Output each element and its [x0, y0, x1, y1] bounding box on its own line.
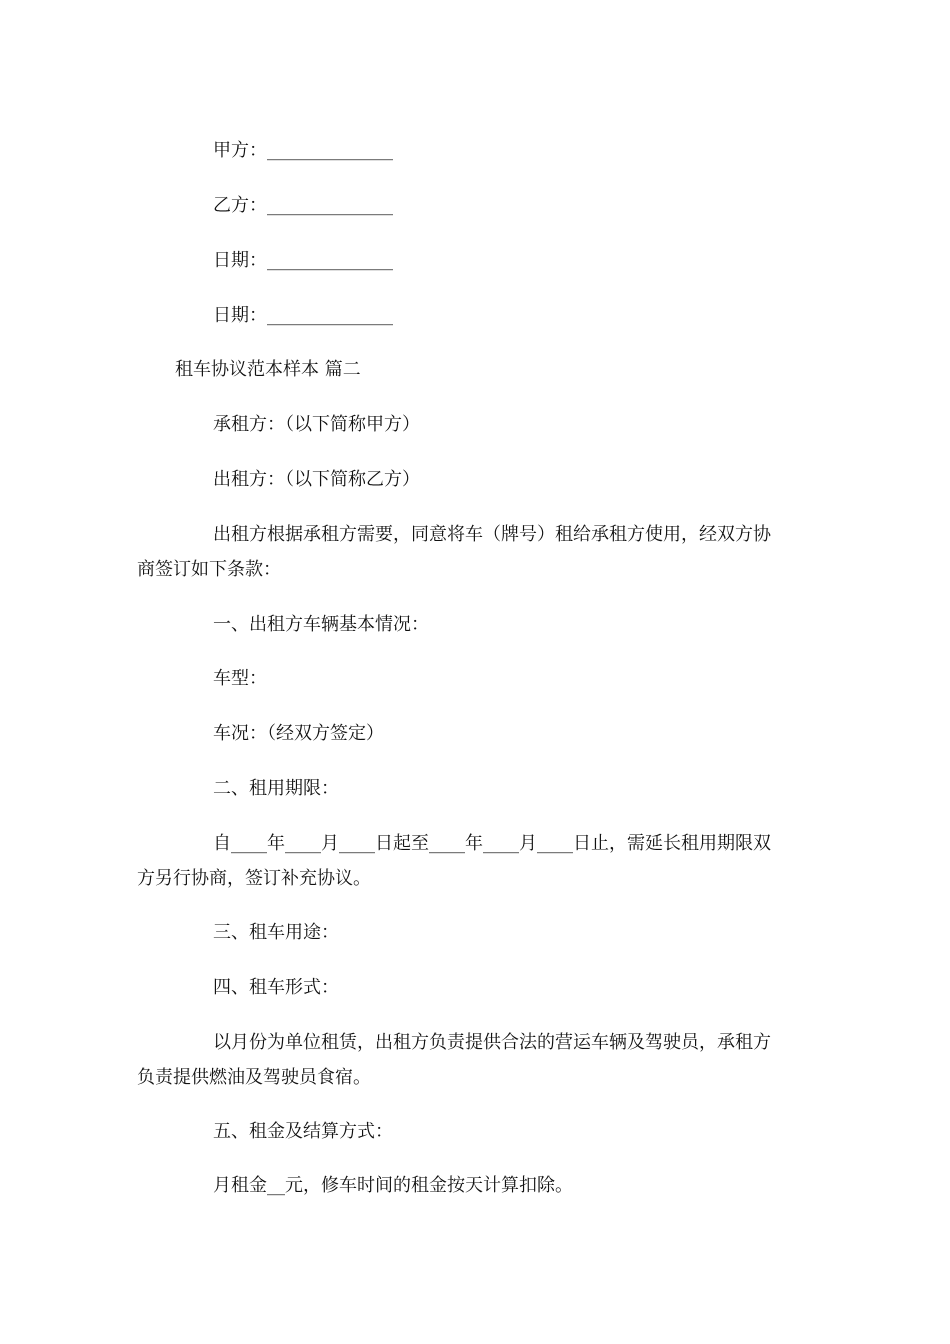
- clause-2-title: 二、租用期限：: [213, 778, 339, 799]
- rental-period-line-1: 自____年____月____日起至____年____月____日止，需延长租用期限双: [213, 833, 771, 854]
- rental-form-line-1: 以月份为单位租赁，出租方负责提供合法的营运车辆及驾驶员，承租方: [213, 1032, 771, 1053]
- rental-form-line-2: 负责提供燃油及驾驶员食宿。: [137, 1067, 371, 1088]
- intro-line-1: 出租方根据承租方需要，同意将车（牌号）租给承租方使用，经双方协: [213, 524, 771, 545]
- party-a-signature: 甲方：______________: [213, 140, 393, 161]
- date-line-1: 日期：______________: [213, 250, 393, 271]
- section-title: 租车协议范本样本 篇二: [175, 359, 361, 380]
- rental-period-line-2: 方另行协商，签订补充协议。: [137, 868, 371, 889]
- clause-1-title: 一、出租方车辆基本情况：: [213, 614, 429, 635]
- lessee-line: 承租方：（以下简称甲方）: [213, 414, 420, 435]
- vehicle-condition-line: 车况：（经双方签定）: [213, 723, 384, 744]
- clause-4-title: 四、租车形式：: [213, 977, 339, 998]
- clause-3-title: 三、租车用途：: [213, 922, 339, 943]
- party-b-signature: 乙方：______________: [213, 195, 393, 216]
- date-line-2: 日期：______________: [213, 305, 393, 326]
- lessor-line: 出租方：（以下简称乙方）: [213, 469, 420, 490]
- monthly-rent-line: 月租金__元，修车时间的租金按天计算扣除。: [213, 1175, 573, 1196]
- vehicle-model-line: 车型：: [213, 668, 267, 689]
- intro-line-2: 商签订如下条款：: [137, 559, 281, 580]
- clause-5-title: 五、租金及结算方式：: [213, 1121, 393, 1142]
